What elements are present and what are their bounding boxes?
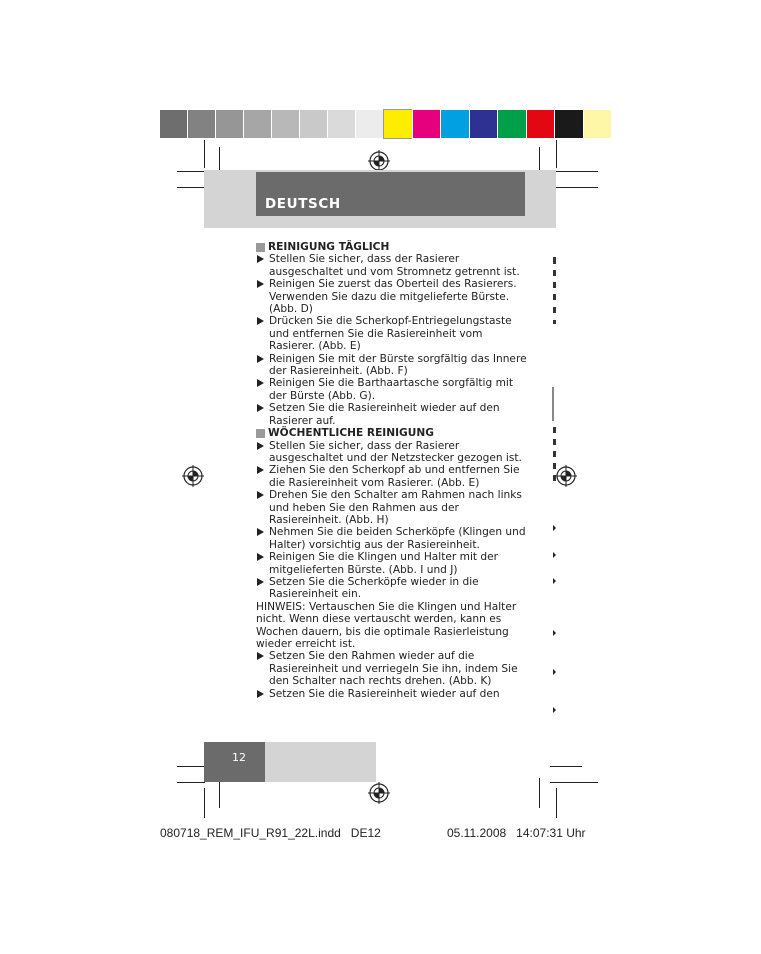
page-number: 12 — [232, 751, 246, 764]
color-swatch — [555, 110, 583, 138]
daily-cleaning-list — [256, 253, 528, 427]
main-content — [256, 241, 528, 700]
slug-file-info: 080718_REM_IFU_R91_22L.indd DE12 — [160, 826, 381, 840]
weekly-cleaning-list-continued — [256, 650, 528, 700]
triangle-bullet-icon — [257, 690, 264, 698]
list-item: Ziehen Sie den Scherkopf ab und entfernen Sie die Rasiereinheit vom Rasierer. (Abb. E) — [256, 464, 528, 489]
list-item: Reinigen Sie die Klingen und Halter mit der mitgelieferten Bürste. (Abb. I und J) — [256, 551, 528, 576]
registration-mark-top — [368, 150, 390, 172]
gray-swatch — [160, 110, 187, 138]
square-bullet-icon — [256, 243, 265, 252]
triangle-bullet-icon — [257, 553, 264, 561]
triangle-bullet-icon — [257, 442, 264, 450]
triangle-bullet-icon — [257, 578, 264, 586]
triangle-bullet-icon — [257, 466, 264, 474]
list-item: Reinigen Sie zuerst das Oberteil des Rasierers. Verwenden Sie dazu die mitgelieferte Bürste. (Abb. D) — [256, 278, 528, 315]
list-item: Setzen Sie die Scherköpfe wieder in die Rasiereinheit ein. — [256, 576, 528, 601]
list-item: Setzen Sie den Rahmen wieder auf die Rasiereinheit und verriegeln Sie ihn, indem Sie den Schalter nach rechts drehen. (Abb. K) — [256, 650, 528, 687]
color-swatch — [384, 110, 412, 138]
color-calibration-bar — [160, 110, 600, 138]
registration-mark-bottom — [368, 782, 390, 804]
list-item: Setzen Sie die Rasiereinheit wieder auf den Rasierer auf. — [256, 402, 528, 427]
triangle-bullet-icon — [257, 528, 264, 536]
square-bullet-icon — [256, 429, 265, 438]
page-title: DEUTSCH — [265, 196, 341, 212]
section-heading-daily: REINIGUNG TÄGLICH — [256, 241, 528, 253]
triangle-bullet-icon — [257, 379, 264, 387]
triangle-bullet-icon — [257, 255, 264, 263]
triangle-bullet-icon — [257, 404, 264, 412]
slug-date-time: 05.11.2008 14:07:31 Uhr — [447, 826, 586, 840]
triangle-bullet-icon — [257, 355, 264, 363]
adjacent-page-bleed — [552, 255, 564, 725]
list-item: Reinigen Sie mit der Bürste sorgfältig das Innere der Rasiereinheit. (Abb. F) — [256, 353, 528, 378]
list-item: Drehen Sie den Schalter am Rahmen nach links und heben Sie den Rahmen aus der Rasiereinheit. (Abb. H) — [256, 489, 528, 526]
section-heading-weekly: WÖCHENTLICHE REINIGUNG — [256, 427, 528, 439]
color-swatch — [441, 110, 469, 138]
registration-mark-left — [182, 465, 204, 487]
color-swatch — [584, 110, 612, 138]
color-swatch — [470, 110, 498, 138]
triangle-bullet-icon — [257, 652, 264, 660]
note-paragraph: HINWEIS: Vertauschen Sie die Klingen und Halter nicht. Wenn diese vertauscht werden, kann es Wochen dauern, bis die optimale Rasierleistung wieder erreicht ist. — [256, 600, 517, 650]
triangle-bullet-icon — [257, 317, 264, 325]
color-swatch — [498, 110, 526, 138]
weekly-cleaning-list — [256, 440, 528, 601]
color-swatch — [527, 110, 555, 138]
gray-swatch — [216, 110, 243, 138]
list-item: Drücken Sie die Scherkopf-Entriegelungstaste und entfernen Sie die Rasiereinheit vom Rasierer. (Abb. E) — [256, 315, 528, 352]
triangle-bullet-icon — [257, 491, 264, 499]
list-item: Stellen Sie sicher, dass der Rasierer ausgeschaltet und vom Stromnetz getrennt ist. — [256, 253, 528, 278]
gray-swatch — [328, 110, 355, 138]
color-swatch — [413, 110, 441, 138]
triangle-bullet-icon — [257, 280, 264, 288]
gray-swatch — [272, 110, 299, 138]
list-item: Stellen Sie sicher, dass der Rasierer ausgeschaltet und der Netzstecker gezogen ist. — [256, 440, 528, 465]
gray-swatch — [356, 110, 383, 138]
list-item: Nehmen Sie die beiden Scherköpfe (Klingen und Halter) vorsichtig aus der Rasiereinheit. — [256, 526, 528, 551]
gray-swatch — [244, 110, 271, 138]
gray-swatch — [300, 110, 327, 138]
list-item: Setzen Sie die Rasiereinheit wieder auf den — [256, 688, 528, 700]
gray-swatch — [188, 110, 215, 138]
list-item: Reinigen Sie die Barthaartasche sorgfältig mit der Bürste (Abb. G). — [256, 377, 528, 402]
